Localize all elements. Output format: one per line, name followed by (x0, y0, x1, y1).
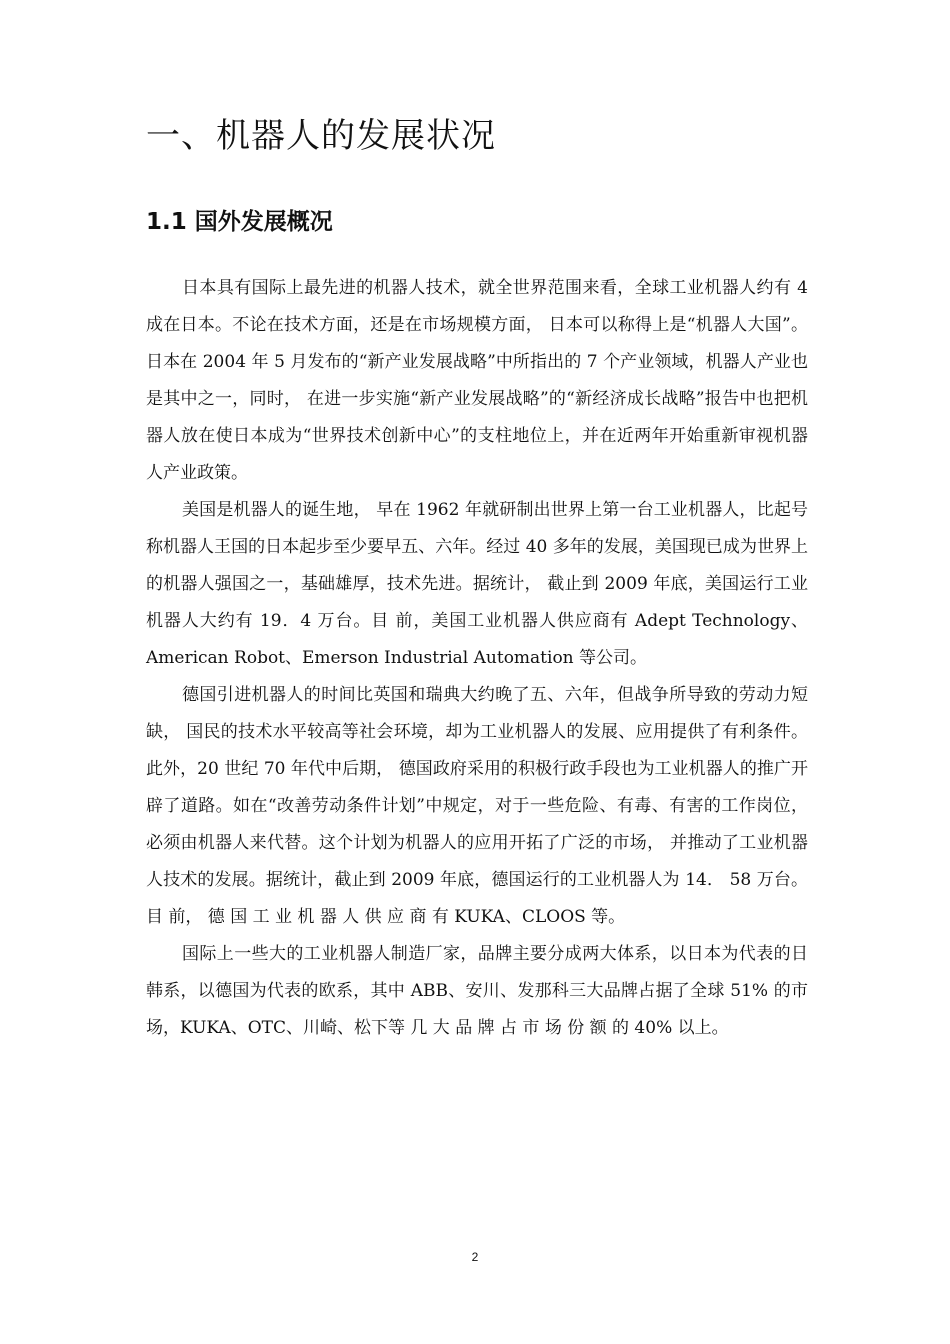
paragraph-usa: 美国是机器人的诞生地， 早在 1962 年就研制出世界上第一台工业机器人，比起号称机器人王国的日本起步至少要早五、六年。经过 40 多年的发展，美国现已成为世界上的机器人强国之一，基础雄厚，技术先进。据统计， 截止到 2009 年底，美国运行工业机器人大约有 19．4 万台。目 前，美国工业机器人供应商有 Adept Technology、American Robot、Emerson Industrial Automation 等公司。 (146, 500, 808, 668)
paragraph-germany: 德国引进机器人的时间比英国和瑞典大约晚了五、六年，但战争所导致的劳动力短缺， 国民的技术水平较高等社会环境，却为工业机器人的发展、应用提供了有利条件。此外，20 世纪 70 年代中后期， 德国政府采用的积极行政手段也为工业机器人的推广开辟了道路。如在“改善劳动条件计划”中规定，对于一些危险、有毒、有害的工作岗位，必须由机器人来代替。这个计划为机器人的应用开拓了广泛的市场， 并推动了工业机器人技术的发展。据统计，截止到 2009 年底，德国运行的工业机器人为 14． 58 万台。目 前， 德 国 工 业 机 器 人 供 应 商 有 KUKA、CLOOS 等。 (146, 685, 808, 927)
page-number: 2 (471, 1250, 479, 1264)
body-text (146, 270, 808, 1047)
paragraph-international: 国际上一些大的工业机器人制造厂家，品牌主要分成两大体系，以日本为代表的日韩系，以德国为代表的欧系，其中 ABB、安川、发那科三大品牌占据了全球 51% 的市场，KUKA、OTC、川崎、松下等 几 大 品 牌 占 市 场 份 额 的 40% 以上。 (146, 944, 808, 1038)
section-title: 1.1 国外发展概况 (146, 209, 333, 235)
paragraph-japan: 日本具有国际上最先进的机器人技术，就全世界范围来看，全球工业机器人约有 4 成在日本。不论在技术方面，还是在市场规模方面， 日本可以称得上是“机器人大国”。日本在 2004 年 5 月发布的“新产业发展战略”中所指出的 7 个产业领域，机器人产业也是其中之一，同时， 在进一步实施“新产业发展战略”的“新经济成长战略”报告中也把机器人放在使日本成为“世界技术创新中心”的支柱地位上，并在近两年开始重新审视机器人产业政策。 (146, 278, 808, 483)
chapter-title: 一、机器人的发展状况 (146, 116, 496, 156)
